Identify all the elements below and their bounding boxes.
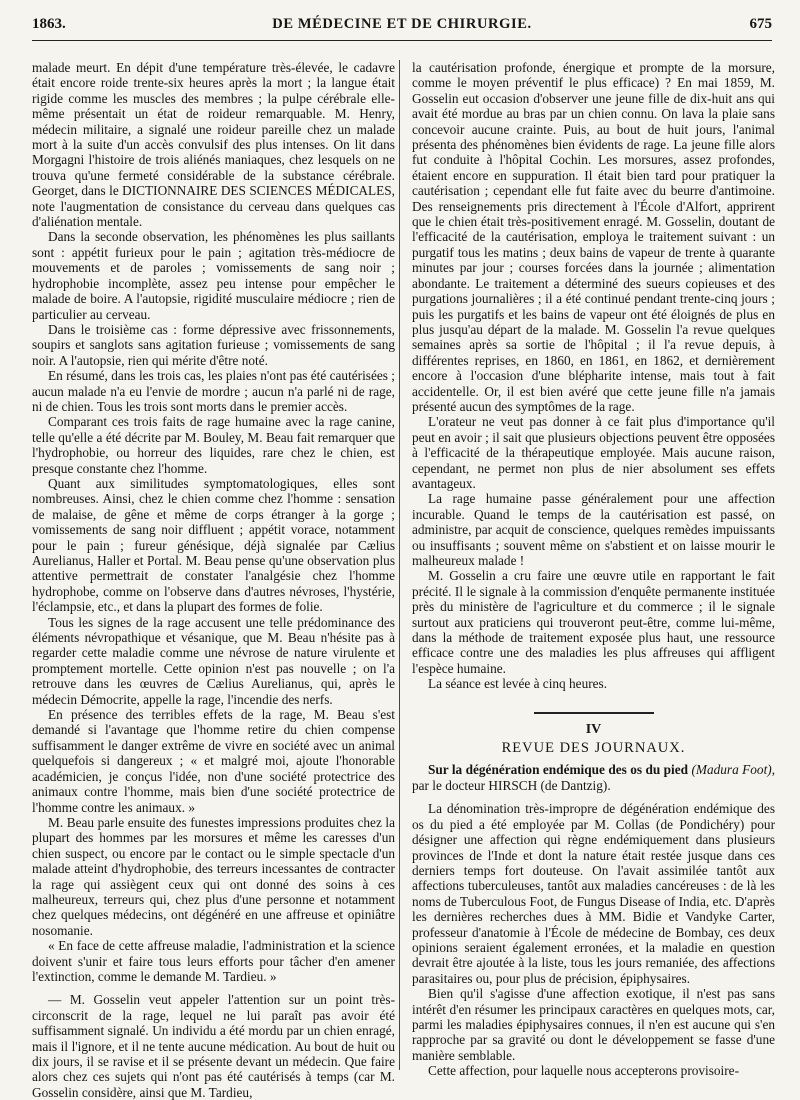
- page-number: 675: [749, 16, 772, 32]
- paragraph: — M. Gosselin veut appeler l'attention sur un point très-circonscrit de la rage, lequel ne lui paraît pas avoir été suffisamment signalé. Un individu a été mordu par un chien enragé, mais il l'ignore, et il ne tente aucune médication. Au bout de huit ou dix jours, il se ravise et il se présente devant un médecin. Que faire alors chez ces sujets qui n'ont pas été cautérisés à temps (car M. Gosselin considère, ainsi que M. Tardieu,: [32, 992, 395, 1100]
- section-title: REVUE DES JOURNAUX.: [501, 740, 686, 757]
- paragraph: malade meurt. En dépit d'une température très-élevée, le cadavre était encore roide trente-six heures après la mort ; la langue était rigide comme les muscles des membres ; la pulpe cérébrale elle-même présentait un état de roideur remarquable. M. Henry, médecin militaire, a signalé une roideur pareille chez un malade mort à la suite d'un accès convulsif des plus intenses. On lit dans Morgagni l'histoire de trois aliénés maniaques, chez lesquels on ne trouva qu'une fermeté considérable de la substance cérébrale. Georget, dans le DICTIONNAIRE DES SCIENCES MÉDICALES, note l'augmentation de consistance du cerveau dans quelques cas d'aliénation mentale.: [32, 60, 395, 230]
- section-separator: [534, 712, 654, 714]
- paragraph: Bien qu'il s'agisse d'une affection exotique, il n'est pas sans intérêt d'en résumer les principaux caractères en quelques mots, car, parmi les maladies épiphysaires connues, il n'en est aucune qui s'en rapproche par sa gravité ou dont le développement se fasse d'une manière semblable.: [412, 986, 775, 1063]
- paragraph: Cette affection, pour laquelle nous accepterons provisoire-: [428, 1063, 740, 1079]
- paragraph: M. Gosselin a cru faire une œuvre utile en rapportant le fait précité. Il le signale à la commission d'enquête permanente instituée près du ministère de l'agriculture et du commerce ; il le signale surtout aux praticiens qui trouveront peut-être, comme lui-même, dans la méthode de traitement exposée plus haut, une ressource efficace contre une des maladies les plus affreuses qui affligent l'espèce humaine.: [412, 568, 775, 676]
- right-column: [412, 60, 775, 1079]
- paragraph: La rage humaine passe généralement pour une affection incurable. Quand le temps de la cautérisation est passé, on administre, par acquit de conscience, quelques remèdes impuissants ou insuffisants ; souvent même on s'abstient et on laisse mourir le malheureux malade !: [412, 491, 775, 568]
- header-rule: [32, 40, 772, 41]
- header-year: 1863.: [32, 16, 66, 32]
- paragraph: En résumé, dans les trois cas, les plaies n'ont pas été cautérisées ; aucun malade n'a eu l'envie de mordre ; aucun n'a parlé ni de rage, ni de chien. Tous les trois sont morts dans le premier accès.: [32, 368, 395, 414]
- paragraph: L'orateur ne veut pas donner à ce fait plus d'importance qu'il peut en avoir ; il sait que plusieurs objections peuvent être opposées à l'efficacité de la thérapeutique employée. Mais aucune raison, cependant, ne permet non plus de nier absolument ses effets avantageux.: [412, 414, 775, 491]
- article-title: [412, 762, 775, 793]
- column-divider: [399, 60, 400, 1070]
- article-author: , par le docteur HIRSCH (de Dantzig).: [412, 762, 776, 793]
- article-title-main: Sur la dégénération endémique des os du pied: [428, 762, 689, 778]
- paragraph: « En face de cette affreuse maladie, l'administration et la science doivent s'unir et faire tous leurs efforts pour tâcher d'en amener l'extinction, comme le demande M. Tardieu. »: [32, 938, 395, 984]
- page-header: [32, 16, 772, 52]
- section-number: IV: [585, 721, 602, 737]
- paragraph: Dans le troisième cas : forme dépressive avec frissonnements, soupirs et sanglots sans agitation furieuse ; vomissements de sang noir. A l'autopsie, rien qui mérite d'être noté.: [32, 321, 395, 368]
- paragraph: Dans la seconde observation, les phénomènes les plus saillants sont : appétit furieux pour le pain ; agitation très-médiocre de mouvements et de paroles ; vomissements de sang noir ; hydrophobie incomplète, assez peu intense pour empêcher le malade de boire. A l'autopsie, rigidité musculaire médiocre ; rien de particulier au cerveau.: [32, 229, 395, 322]
- paragraph: En présence des terribles effets de la rage, M. Beau s'est demandé si l'avantage que l'homme retire du chien compense suffisamment le danger extrême de vivre en société avec un animal quelquefois si dangereux ; « et malgré moi, ajoute l'honorable académicien, je conçus l'idée, non d'une société protectrice des animaux contre l'homme, mais bien d'une société protectrice de l'homme contre les animaux. »: [32, 707, 395, 815]
- header-title: DE MÉDECINE ET DE CHIRURGIE.: [272, 16, 532, 32]
- paragraph: La séance est levée à cinq heures.: [428, 676, 608, 692]
- paragraph: La dénomination très-impropre de dégénération endémique des os du pied a été employée par M. Collas (de Pondichéry) pour désigner une affection qui règne endémiquement dans plusieurs provinces de l'Inde et dont la nature était restée jusque dans ces derniers temps fort douteuse. On l'avait assimilée tantôt aux affections tuberculeuses, tantôt aux maladies cancéreuses : de là les noms de Tuberculous Foot, de Fungus Disease of India, etc. D'après les dernières recherches dues à MM. Bidie et Vandyke Carter, professeur d'anatomie à l'École de médecine de Bombay, ces deux opinions seraient également erronées, et la maladie en question devrait être ajoutée à la liste, tous les jours remaniée, des affections parasitaires ou, pour plus de précision, épiphysaires.: [412, 801, 775, 986]
- left-column: [32, 60, 395, 1100]
- paragraph: Tous les signes de la rage accusent une telle prédominance des éléments névropathique et vésanique, que M. Beau n'hésite pas à regarder cette maladie comme une névrose de nature virulente et promptement mortelle. Cette opinion n'est pas nouvelle ; on l'a retrouve dans les œuvres de Cælius Aurelianus, qui, après le médecin Démocrite, appelle la rage, l'incendie des nerfs.: [32, 614, 395, 707]
- paragraph: la cautérisation profonde, énergique et prompte de la morsure, comme le moyen préventif le plus efficace) ? En mai 1859, M. Gosselin eut occasion d'observer une jeune fille de dix-huit ans qui avait été mordue au bras par un chien connu. On lava la plaie sans concevoir aucune crainte. Puis, au bout de huit jours, l'animal présenta des phénomènes bien évidents de rage. La jeune fille alors fut conduite à l'hôpital Cochin. Les morsures, assez profondes, étaient encore en suppuration. Il était bien tard pour pratiquer la cautérisation ; cependant elle fut faite avec du beurre d'antimoine. Des renseignements pris directement à l'École d'Alfort, apprirent que le chien était très-positivement enragé. M. Gosselin, doutant de l'efficacité de la cautérisation, employa le traitement suivant : un purgatif tous les matins ; deux bains de vapeur de trente à quarante minutes par jour ; courses forcées dans la journée ; alimentation abondante. Le traitement a déterminé des sueurs copieuses et des purgations journalières ; il a été continué pendant trente-cinq jours ; puis les purgatifs et les bains de vapeur ont été éloignés de plus en plus jusqu'au départ de la malade. M. Gosselin l'a revue quelques semaines après sa sortie de l'hôpital ; il l'a revue depuis, à différentes reprises, en 1860, en 1861, en 1862, et dernièrement encore à l'occasion d'une blépharite intense, mais tout à fait accidentelle. Or, il est bien avéré que cette jeune fille n'a jamais présenté aucun des symptômes de la rage.: [412, 60, 775, 414]
- article-title-subtitle: (Madura Foot): [691, 762, 772, 778]
- paragraph: Comparant ces trois faits de rage humaine avec la rage canine, telle qu'elle a été décrite par M. Bouley, M. Beau fait remarquer que l'hydrophobie, ou horreur des liquides, rare chez le chien, est presque constante chez l'homme.: [32, 414, 395, 476]
- paragraph: M. Beau parle ensuite des funestes impressions produites chez la plupart des hommes par les morsures et même les caresses d'un chien suspect, ou encore par le contact ou le simple spectacle d'un malade atteint d'hydrophobie, des terreurs incessantes de contracter la rage qui assiègent ceux qui ont donné des soins à ces malheureux, terreurs qui, chez plus d'une personne et notamment chez quelques médecins, ont dégénéré en une affreuse et opiniâtre nosomanie.: [32, 814, 395, 938]
- paragraph: Quant aux similitudes symptomatologiques, elles sont nombreuses. Ainsi, chez le chien comme chez l'homme : sensation de malaise, de gêne et même de corps étranger à la gorge ; vomissements de sang noir diffluent ; appétit vorace, notamment pour le pain ; fureur génésique, déjà signalée par Cælius Aurelianus, Haller et Portal. M. Beau pense qu'une observation plus attentive permettrait de constater l'analgésie chez l'homme hydrophobe, comme on l'observe dans d'autres névroses, l'hystérie, l'éclampsie, etc., et dans la plupart des formes de folie.: [32, 475, 395, 615]
